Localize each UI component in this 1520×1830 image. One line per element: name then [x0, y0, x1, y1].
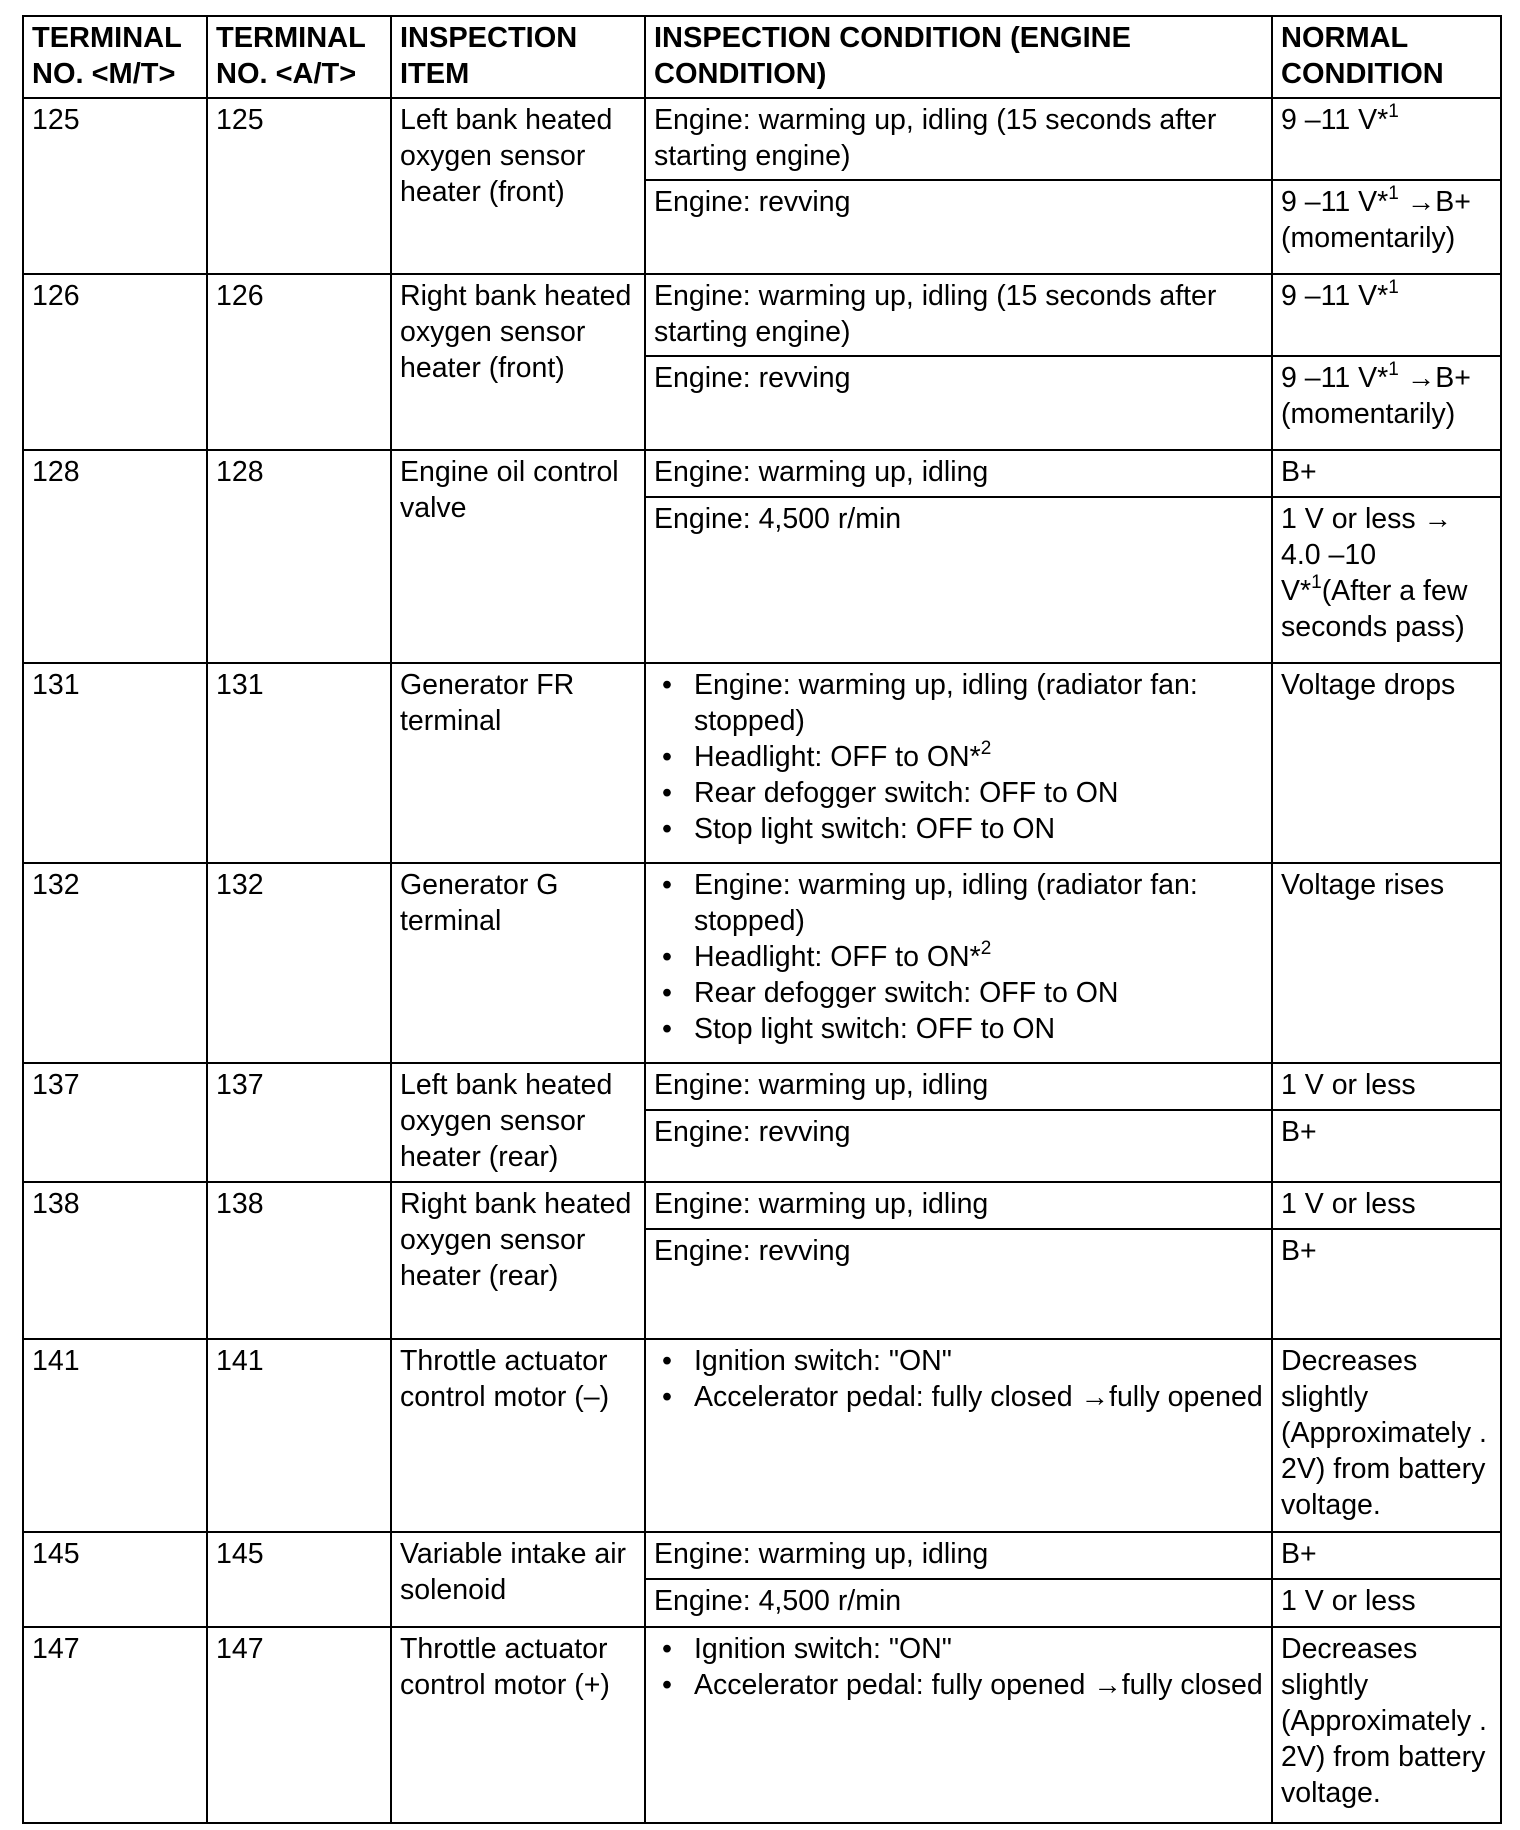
condition-bullet-item [694, 1379, 1265, 1415]
cell-inspection-condition: Engine: revving [645, 180, 1272, 274]
normal-value: B+ [1281, 1235, 1317, 1267]
cell-inspection-condition [645, 863, 1272, 1063]
normal-value: B+ [1281, 1116, 1317, 1148]
condition-bullet-list [654, 867, 1265, 1047]
cell-terminal-mt: 125 [23, 98, 207, 274]
table-row [23, 1532, 1501, 1579]
cell-inspection-item: Engine oil control valve [391, 450, 645, 663]
cell-inspection-item: Right bank heated oxygen sensor heater (rear) [391, 1182, 645, 1339]
cell-inspection-item: Left bank heated oxygen sensor heater (rear) [391, 1063, 645, 1182]
table-row [23, 1182, 1501, 1229]
condition-bullet-text: Headlight: OFF to ON* [694, 741, 981, 773]
condition-bullet-item [694, 939, 1265, 975]
footnote-marker: 2 [980, 937, 992, 959]
header-terminal-at: TERMINAL NO. <A/T> [207, 16, 391, 98]
cell-normal-condition [1272, 180, 1501, 274]
cell-terminal-at: 128 [207, 450, 391, 663]
footnote-marker: 1 [1388, 276, 1399, 298]
condition-bullet-text: Headlight: OFF to ON* [694, 941, 981, 973]
table-row [23, 98, 1501, 180]
cell-terminal-at: 138 [207, 1182, 391, 1339]
condition-bullet-text: Stop light switch: OFF to ON [694, 1013, 1056, 1045]
condition-bullet-list [654, 1631, 1265, 1703]
footnote-marker: 1 [1388, 358, 1399, 380]
condition-bullet-text: Ignition switch: "ON" [694, 1345, 952, 1377]
cell-terminal-at: 141 [207, 1339, 391, 1532]
condition-bullet-text: Rear defogger switch: OFF to ON [694, 977, 1119, 1009]
normal-value: B+ [1281, 1538, 1317, 1570]
footnote-marker: 1 [1388, 182, 1399, 204]
normal-value: 1 V or less [1281, 1069, 1416, 1101]
normal-value: 1 V or less [1281, 1585, 1416, 1617]
normal-value: 1 V or less → 4.0 –10 V* [1281, 503, 1453, 607]
cell-inspection-condition [645, 663, 1272, 863]
cell-normal-condition [1272, 1579, 1501, 1627]
header-inspection-condition: INSPECTION CONDITION (ENGINE CONDITION) [645, 16, 1272, 98]
normal-value: B+ [1281, 456, 1317, 488]
cell-terminal-mt: 147 [23, 1627, 207, 1823]
cell-inspection-item: Right bank heated oxygen sensor heater (front) [391, 274, 645, 450]
cell-inspection-condition: Engine: warming up, idling (15 seconds after starting engine) [645, 98, 1272, 180]
cell-normal-condition: Voltage drops [1272, 663, 1501, 863]
table-row [23, 663, 1501, 863]
condition-bullet-text: Engine: warming up, idling (radiator fan: stopped) [694, 869, 1198, 937]
cell-normal-condition [1272, 450, 1501, 497]
cell-terminal-mt: 128 [23, 450, 207, 663]
cell-inspection-item: Generator FR terminal [391, 663, 645, 863]
cell-normal-condition [1272, 1229, 1501, 1339]
cell-normal-condition [1272, 1532, 1501, 1579]
table-body [23, 98, 1501, 1823]
cell-normal-condition [1272, 497, 1501, 663]
normal-value: 9 –11 V* [1281, 280, 1389, 312]
cell-terminal-at: 132 [207, 863, 391, 1063]
cell-inspection-condition: Engine: revving [645, 1229, 1272, 1339]
table-row [23, 1063, 1501, 1110]
cell-normal-condition: Voltage rises [1272, 863, 1501, 1063]
condition-bullet-item [694, 811, 1265, 847]
cell-inspection-item: Throttle actuator control motor (+) [391, 1627, 645, 1823]
table-row [23, 1627, 1501, 1823]
normal-value: 1 V or less [1281, 1188, 1416, 1220]
normal-value: 9 –11 V* [1281, 104, 1389, 136]
table-row [23, 450, 1501, 497]
footnote-marker: 1 [1311, 571, 1322, 593]
cell-terminal-at: 126 [207, 274, 391, 450]
cell-normal-condition [1272, 274, 1501, 356]
cell-inspection-item: Generator G terminal [391, 863, 645, 1063]
cell-inspection-condition: Engine: warming up, idling [645, 450, 1272, 497]
cell-terminal-mt: 126 [23, 274, 207, 450]
cell-terminal-at: 147 [207, 1627, 391, 1823]
inspection-table [22, 15, 1502, 1824]
cell-terminal-mt: 131 [23, 663, 207, 863]
cell-inspection-item: Left bank heated oxygen sensor heater (front) [391, 98, 645, 274]
cell-normal-condition: Decreases slightly (Approximately . 2V) from battery voltage. [1272, 1627, 1501, 1823]
cell-inspection-condition: Engine: 4,500 r/min [645, 497, 1272, 663]
cell-terminal-mt: 138 [23, 1182, 207, 1339]
condition-bullet-item [694, 1631, 1265, 1667]
cell-terminal-mt: 137 [23, 1063, 207, 1182]
cell-inspection-condition [645, 1627, 1272, 1823]
header-inspection-item: INSPECTION ITEM [391, 16, 645, 98]
footnote-marker: 1 [1388, 100, 1399, 122]
cell-normal-condition [1272, 1182, 1501, 1229]
condition-bullet-text: Engine: warming up, idling (radiator fan: stopped) [694, 669, 1198, 737]
condition-bullet-item [694, 867, 1265, 939]
cell-normal-condition [1272, 1063, 1501, 1110]
normal-value-continued: (After a few seconds pass) [1281, 575, 1468, 643]
normal-value: 9 –11 V* [1281, 362, 1389, 394]
condition-bullet-item [694, 667, 1265, 739]
cell-terminal-mt: 145 [23, 1532, 207, 1627]
condition-bullet-text: Ignition switch: "ON" [694, 1633, 952, 1665]
cell-normal-condition [1272, 1110, 1501, 1182]
condition-bullet-text: Stop light switch: OFF to ON [694, 813, 1056, 845]
cell-terminal-mt: 141 [23, 1339, 207, 1532]
condition-bullet-item [694, 975, 1265, 1011]
normal-value-continued: →B+ (momentarily) [1281, 362, 1471, 430]
condition-bullet-text: Accelerator pedal: fully opened →fully closed [694, 1669, 1263, 1701]
header-terminal-mt: TERMINAL NO. <M/T> [23, 16, 207, 98]
cell-inspection-condition: Engine: revving [645, 356, 1272, 450]
condition-bullet-text: Rear defogger switch: OFF to ON [694, 777, 1119, 809]
cell-inspection-condition: Engine: revving [645, 1110, 1272, 1182]
condition-bullet-item [694, 1667, 1265, 1703]
condition-bullet-text: Accelerator pedal: fully closed →fully opened [694, 1381, 1263, 1413]
cell-inspection-condition: Engine: 4,500 r/min [645, 1579, 1272, 1627]
normal-value-continued: →B+ (momentarily) [1281, 186, 1471, 254]
footnote-marker: 2 [980, 737, 992, 759]
cell-inspection-condition: Engine: warming up, idling (15 seconds after starting engine) [645, 274, 1272, 356]
cell-inspection-condition [645, 1339, 1272, 1532]
condition-bullet-list [654, 1343, 1265, 1415]
condition-bullet-list [654, 667, 1265, 847]
cell-normal-condition: Decreases slightly (Approximately . 2V) from battery voltage. [1272, 1339, 1501, 1532]
cell-inspection-condition: Engine: warming up, idling [645, 1182, 1272, 1229]
condition-bullet-item [694, 1011, 1265, 1047]
table-row [23, 274, 1501, 356]
normal-value: 9 –11 V* [1281, 186, 1389, 218]
header-row [23, 16, 1501, 98]
table-row [23, 1339, 1501, 1532]
cell-terminal-mt: 132 [23, 863, 207, 1063]
cell-inspection-condition: Engine: warming up, idling [645, 1063, 1272, 1110]
table-row [23, 863, 1501, 1063]
cell-terminal-at: 145 [207, 1532, 391, 1627]
cell-terminal-at: 131 [207, 663, 391, 863]
cell-normal-condition [1272, 98, 1501, 180]
condition-bullet-item [694, 1343, 1265, 1379]
cell-terminal-at: 125 [207, 98, 391, 274]
condition-bullet-item [694, 775, 1265, 811]
cell-inspection-item: Throttle actuator control motor (–) [391, 1339, 645, 1532]
cell-normal-condition [1272, 356, 1501, 450]
cell-inspection-condition: Engine: warming up, idling [645, 1532, 1272, 1579]
condition-bullet-item [694, 739, 1265, 775]
header-normal-condition: NORMAL CONDITION [1272, 16, 1501, 98]
cell-terminal-at: 137 [207, 1063, 391, 1182]
cell-inspection-item: Variable intake air solenoid [391, 1532, 645, 1627]
